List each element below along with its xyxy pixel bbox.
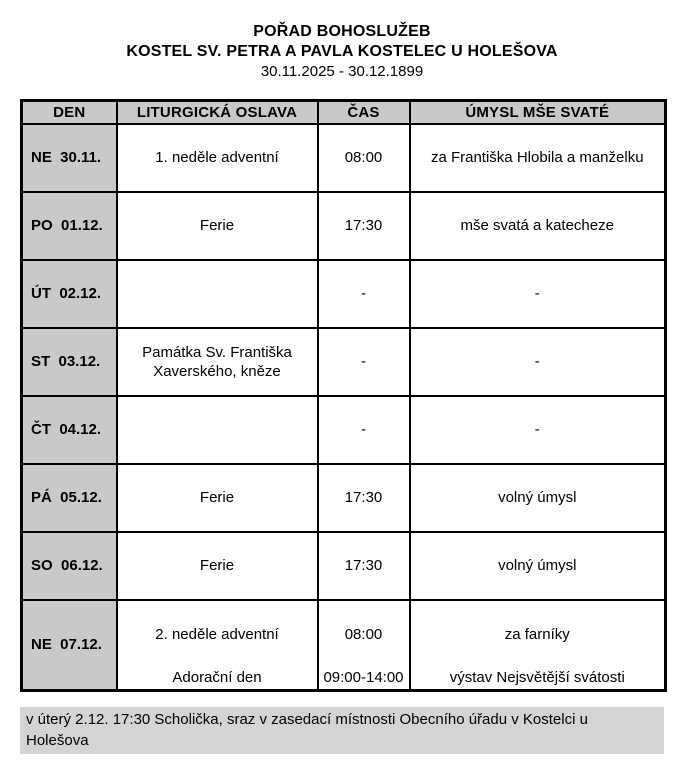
intention-cell: volný úmysl [410,464,666,532]
table-row [22,328,666,396]
time-cell: - [318,396,410,464]
time-cell: 17:30 [318,532,410,600]
liturgy-cell: Ferie [117,532,318,600]
header-cell-time: ČAS [318,101,410,124]
intention-cell: volný úmysl [410,532,666,600]
time-cell: 17:30 [318,464,410,532]
day-cell: ÚT 02.12. [22,260,117,328]
intention-cell [410,600,666,691]
intention-cell-line-2: výstav Nejsvětější svátosti [449,668,625,686]
page-title: POŘAD BOHOSLUŽEB [253,23,431,40]
time-cell: - [318,260,410,328]
schedule-table-wrap [20,99,664,692]
table-header-row [22,101,666,124]
intention-cell: - [410,396,666,464]
schedule-table [20,99,667,692]
table-row [22,260,666,328]
time-cell-line-1: 08:00 [344,625,383,643]
liturgy-cell [117,600,318,691]
liturgy-cell [117,396,318,464]
intention-cell-line-1: za farníky [504,625,570,643]
liturgy-cell-line-1: 2. neděle adventní [155,625,279,643]
table-row [22,396,666,464]
footer-note: v úterý 2.12. 17:30 Scholička, sraz v zasedací místnosti Obecního úřadu v Kostelci u Holešova [20,707,664,754]
time-cell: 17:30 [318,192,410,260]
time-cell [318,600,410,691]
header-cell-day: DEN [22,101,117,124]
day-cell: PO 01.12. [22,192,117,260]
liturgy-cell-line-2: Adorační den [172,668,262,686]
day-cell: SO 06.12. [22,532,117,600]
day-cell: NE 07.12. [22,600,117,691]
day-cell: NE 30.11. [22,124,117,192]
time-cell-line-2: 09:00-14:00 [323,668,404,686]
liturgy-cell: 1. neděle adventní [117,124,318,192]
page-subtitle-church: KOSTEL SV. PETRA A PAVLA KOSTELEC U HOLEŠOVA [126,43,558,60]
table-row [22,124,666,192]
intention-cell: za Františka Hlobila a manželku [410,124,666,192]
table-row [22,532,666,600]
time-cell: - [318,328,410,396]
time-cell: 08:00 [318,124,410,192]
liturgy-cell: Památka Sv. Františka Xaverského, kněze [117,328,318,396]
day-cell: PÁ 05.12. [22,464,117,532]
liturgy-cell [117,260,318,328]
intention-cell: mše svatá a katecheze [410,192,666,260]
header-cell-intention: ÚMYSL MŠE SVATÉ [410,101,666,124]
document-title-block [0,22,684,82]
table-row [22,464,666,532]
table-row [22,192,666,260]
table-row [22,600,666,691]
intention-cell: - [410,260,666,328]
header-cell-liturgy: LITURGICKÁ OSLAVA [117,101,318,124]
liturgy-cell: Ferie [117,464,318,532]
intention-cell: - [410,328,666,396]
day-cell: ČT 04.12. [22,396,117,464]
liturgy-cell: Ferie [117,192,318,260]
day-cell: ST 03.12. [22,328,117,396]
page-date-range: 30.11.2025 - 30.12.1899 [260,63,424,80]
